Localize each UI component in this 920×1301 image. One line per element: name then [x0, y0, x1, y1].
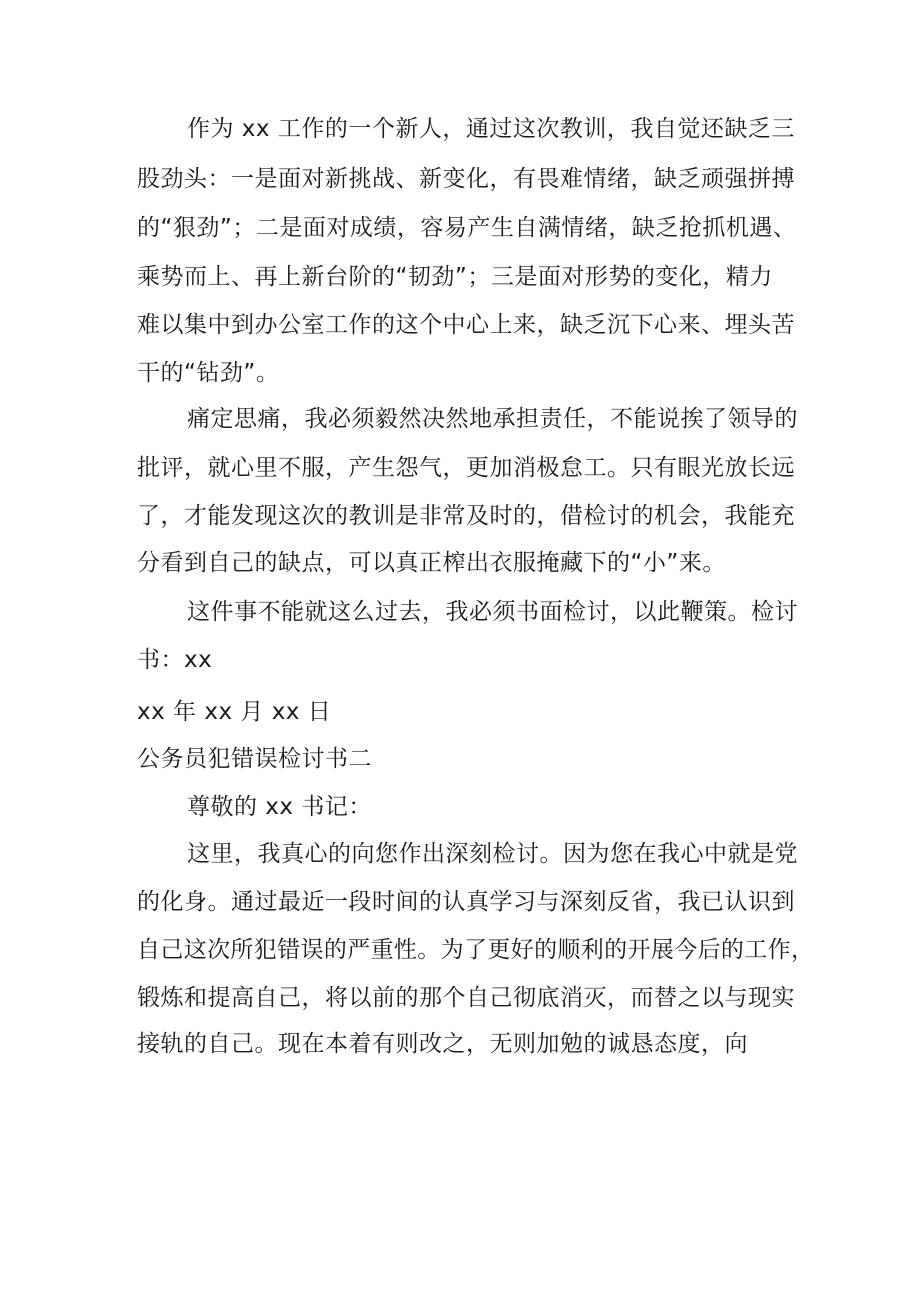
salutation: 尊敬的 xx 书记：	[187, 794, 372, 820]
paragraph-3-line-1: 这件事不能就这么过去，我必须书面检讨，以此鞭策。检讨	[187, 599, 798, 625]
paragraph-4-line-3: 自己这次所犯错误的严重性。为了更好的顺利的开展今后的工作，	[137, 937, 815, 963]
paragraph-4-line-4: 锻炼和提高自己，将以前的那个自己彻底消灭，而替之以与现实	[137, 985, 795, 1011]
paragraph-1-line-5: 难以集中到办公室工作的这个中心上来，缺乏沉下心来、埋头苦	[137, 312, 795, 338]
paragraph-4-line-2: 的化身。通过最近一段时间的认真学习与深刻反省，我已认识到	[137, 889, 795, 915]
paragraph-2-line-3: 了，才能发现这次的教训是非常及时的，借检讨的机会，我能充	[137, 503, 795, 529]
paragraph-3-line-2: 书：xx	[137, 647, 213, 673]
paragraph-1-line-6: 干的“钻劲”。	[137, 360, 280, 386]
paragraph-4-line-5: 接轨的自己。现在本着有则改之，无则加勉的诚恳态度，向	[137, 1031, 748, 1057]
paragraph-2-line-1: 痛定思痛，我必须毅然决然地承担责任，不能说挨了领导的	[187, 406, 798, 432]
paragraph-1-line-1: 作为 xx 工作的一个新人，通过这次教训，我自觉还缺乏三	[187, 116, 795, 142]
paragraph-1-line-3: 的“狠劲”；二是面对成绩，容易产生自满情绪，缺乏抢抓机遇、	[137, 215, 797, 241]
date-line: xx 年 xx 月 xx 日	[137, 699, 332, 725]
paragraph-2-line-2: 批评，就心里不服，产生怨气，更加消极怠工。只有眼光放长远	[137, 455, 795, 481]
paragraph-1-line-2: 股劲头：一是面对新挑战、新变化，有畏难情绪，缺乏顽强拼搏	[137, 166, 795, 192]
section-title: 公务员犯错误检讨书二	[137, 746, 372, 772]
paragraph-2-line-4: 分看到自己的缺点，可以真正榨出衣服掩藏下的“小”来。	[137, 550, 726, 576]
paragraph-1-line-4: 乘势而上、再上新台阶的“韧劲”；三是面对形势的变化，精力	[137, 264, 773, 290]
paragraph-4-line-1: 这里，我真心的向您作出深刻检讨。因为您在我心中就是党	[187, 841, 798, 867]
